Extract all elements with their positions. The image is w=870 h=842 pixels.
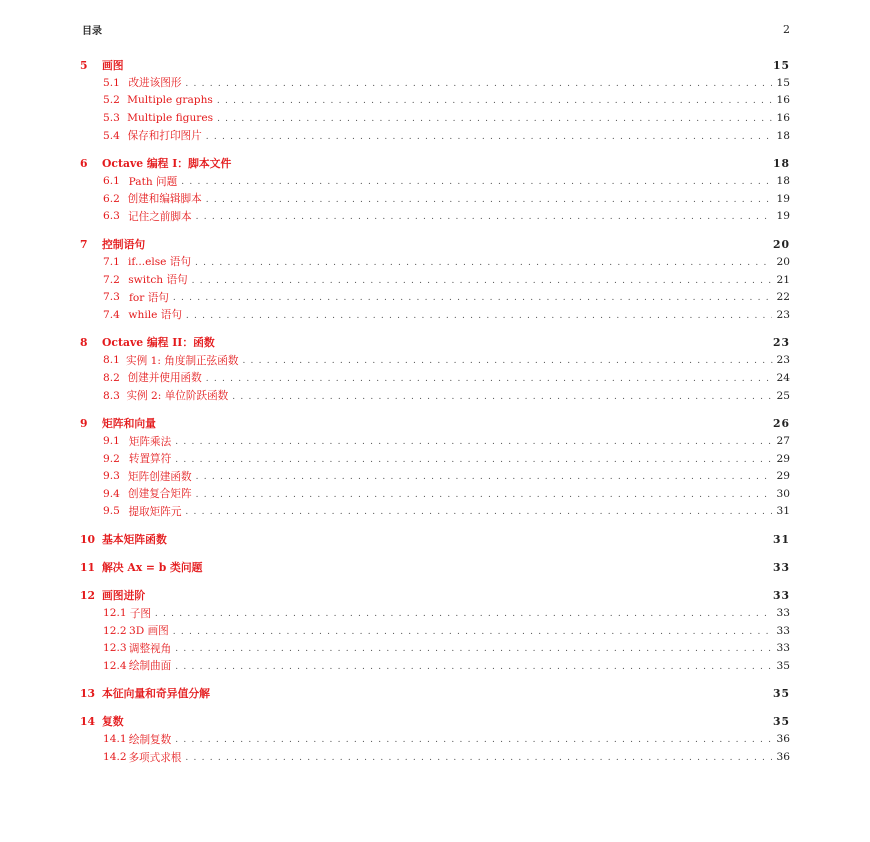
dot-leader <box>185 505 772 517</box>
subsection-title: if...else 语句 <box>128 256 191 269</box>
subsection-page-number: 16 <box>776 94 790 107</box>
toc-section-entry[interactable] <box>80 713 790 731</box>
dot-leader <box>232 390 773 402</box>
section-page-number: 15 <box>772 58 790 72</box>
subsection-number: 6.2 <box>103 192 120 205</box>
toc-section-entry[interactable] <box>80 334 790 352</box>
header-page-number: 2 <box>783 22 790 36</box>
subsection-title: 3D 画图 <box>128 625 169 638</box>
toc-section-entry[interactable] <box>80 558 790 576</box>
subsection-number: 5.3 <box>103 111 120 124</box>
section-number: 8 <box>80 336 88 350</box>
subsection-number: 5.1 <box>103 76 120 89</box>
dot-leader <box>175 435 771 447</box>
dot-leader <box>196 210 773 222</box>
toc-section-entry[interactable] <box>80 530 790 548</box>
subsection-page-number: 30 <box>776 487 790 500</box>
dot-leader <box>196 470 773 482</box>
subsection-page-number: 22 <box>776 291 790 304</box>
subsection-number: 9.1 <box>103 435 120 448</box>
dot-leader <box>195 256 772 268</box>
section-title: 画图 <box>102 58 124 72</box>
toc-subsection-entry[interactable] <box>80 253 790 271</box>
toc-section <box>80 56 790 144</box>
subsection-number: 8.2 <box>103 371 120 384</box>
subsection-number: 12.4 <box>103 659 127 672</box>
dot-leader <box>217 112 773 124</box>
subsection-page-number: 19 <box>776 192 790 205</box>
dot-leader <box>206 130 773 142</box>
section-number: 12 <box>80 588 96 602</box>
subsection-title: 实例 2: 单位阶跃函数 <box>126 390 229 403</box>
dot-leader <box>175 660 771 672</box>
dot-leader <box>173 291 772 303</box>
section-number: 6 <box>80 156 88 170</box>
subsection-number: 9.3 <box>103 470 120 483</box>
toc-section-entry[interactable] <box>80 154 790 172</box>
subsection-page-number: 27 <box>776 435 790 448</box>
section-page-number: 33 <box>772 588 790 602</box>
subsection-page-number: 29 <box>776 470 790 483</box>
toc-section-entry[interactable] <box>80 56 790 74</box>
toc-section <box>80 586 790 674</box>
subsection-page-number: 18 <box>776 175 790 188</box>
toc-subsection-entry[interactable] <box>80 503 790 521</box>
dot-leader <box>181 175 772 187</box>
subsection-page-number: 15 <box>776 76 791 89</box>
subsection-number: 6.1 <box>103 175 120 188</box>
toc-subsection-entry[interactable] <box>80 127 790 145</box>
section-number: 11 <box>80 560 96 574</box>
section-page-number: 33 <box>772 560 790 574</box>
toc-subsection-entry[interactable] <box>80 306 790 324</box>
dot-leader <box>175 453 771 465</box>
subsection-title: Multiple graphs <box>127 94 213 107</box>
toc-section <box>80 235 790 323</box>
subsection-title: 转置算符 <box>128 453 172 466</box>
section-page-number: 18 <box>772 156 790 170</box>
toc-subsection-entry[interactable] <box>80 190 790 208</box>
section-title: 矩阵和向量 <box>102 416 156 430</box>
toc-subsection-entry[interactable] <box>80 604 790 622</box>
subsection-page-number: 21 <box>776 273 790 286</box>
section-title: 本征向量和奇异值分解 <box>102 687 210 701</box>
section-title: 控制语句 <box>102 237 146 251</box>
section-number: 14 <box>80 715 96 729</box>
section-number: 7 <box>80 237 88 251</box>
dot-leader <box>175 642 771 654</box>
subsection-page-number: 16 <box>776 111 790 124</box>
toc-section <box>80 685 790 703</box>
subsection-title: 创建和编辑脚本 <box>127 193 202 206</box>
section-page-number: 31 <box>772 532 790 546</box>
section-page-number: 20 <box>772 237 790 251</box>
section-page-number: 26 <box>772 416 790 430</box>
toc-subsection-entry[interactable] <box>80 288 790 306</box>
toc-subsection-entry[interactable] <box>80 450 790 468</box>
section-title: Octave 编程 I：脚本文件 <box>102 156 232 170</box>
toc-subsection-entry[interactable] <box>80 109 790 127</box>
subsection-title: 调整视角 <box>128 642 172 655</box>
toc-subsection-entry[interactable] <box>80 432 790 450</box>
subsection-title: switch 语句 <box>128 274 188 287</box>
dot-leader <box>196 488 773 500</box>
subsection-page-number: 20 <box>776 255 790 268</box>
section-number: 13 <box>80 687 96 701</box>
toc-subsection-entry[interactable] <box>80 657 790 675</box>
toc-section <box>80 530 790 548</box>
section-page-number: 23 <box>772 336 790 350</box>
subsection-page-number: 36 <box>776 751 791 764</box>
subsection-page-number: 23 <box>776 308 790 321</box>
subsection-number: 12.1 <box>103 607 127 620</box>
subsection-page-number: 25 <box>776 389 790 402</box>
toc-section-entry[interactable] <box>80 586 790 604</box>
subsection-title: 创建复合矩阵 <box>128 488 192 501</box>
toc-subsection-entry[interactable] <box>80 622 790 640</box>
section-title: 画图进阶 <box>102 588 146 602</box>
section-page-number: 35 <box>772 715 790 729</box>
dot-leader <box>206 193 773 205</box>
subsection-title: Multiple figures <box>127 111 214 124</box>
subsection-page-number: 35 <box>776 659 790 672</box>
subsection-number: 12.2 <box>103 624 127 637</box>
subsection-page-number: 33 <box>776 624 791 637</box>
subsection-page-number: 23 <box>776 354 790 367</box>
toc-subsection-entry[interactable] <box>80 369 790 387</box>
subsection-number: 7.2 <box>103 273 120 286</box>
toc-section <box>80 334 790 405</box>
toc-subsection-entry[interactable] <box>80 74 790 92</box>
subsection-title: 子图 <box>129 607 151 620</box>
toc-section <box>80 414 790 520</box>
toc-subsection-entry[interactable] <box>80 485 790 503</box>
subsection-title: 绘制曲面 <box>128 660 172 673</box>
section-number: 10 <box>80 532 96 546</box>
subsection-number: 14.2 <box>103 751 127 764</box>
section-title: Octave 编程 II：函数 <box>102 336 215 350</box>
toc-subsection-entry[interactable] <box>80 748 790 766</box>
subsection-number: 14.1 <box>103 733 127 746</box>
subsection-title: 创建并使用函数 <box>127 372 202 385</box>
subsection-title: 保存和打印图片 <box>127 130 202 143</box>
toc-section-entry[interactable] <box>80 414 790 432</box>
subsection-page-number: 31 <box>776 505 791 518</box>
toc-section <box>80 154 790 225</box>
toc-section <box>80 713 790 766</box>
subsection-number: 7.1 <box>103 255 120 268</box>
subsection-title: while 语句 <box>128 309 182 322</box>
subsection-number: 9.4 <box>103 487 120 500</box>
subsection-number: 9.5 <box>103 505 120 518</box>
dot-leader <box>186 309 772 321</box>
section-page-number: 35 <box>772 687 790 701</box>
toc-section-entry[interactable] <box>80 235 790 253</box>
subsection-number: 9.2 <box>103 452 120 465</box>
subsection-title: 绘制复数 <box>128 733 172 746</box>
subsection-number: 5.4 <box>103 129 120 142</box>
subsection-page-number: 24 <box>776 371 790 384</box>
subsection-number: 8.1 <box>103 354 120 367</box>
toc-section-entry[interactable] <box>80 685 790 703</box>
dot-leader <box>185 751 772 763</box>
toc-subsection-entry[interactable] <box>80 172 790 190</box>
toc-subsection-entry[interactable] <box>80 271 790 289</box>
toc-subsection-entry[interactable] <box>80 352 790 370</box>
toc-subsection-entry[interactable] <box>80 387 790 405</box>
subsection-title: 矩阵乘法 <box>128 435 172 448</box>
subsection-number: 7.4 <box>103 308 120 321</box>
toc-subsection-entry[interactable] <box>80 468 790 486</box>
subsection-title: 改进该图形 <box>128 77 182 90</box>
subsection-title: 实例 1: 角度制正弦函数 <box>126 354 239 367</box>
running-header <box>82 22 790 36</box>
subsection-title: 记住之前脚本 <box>128 210 192 223</box>
dot-leader <box>155 607 771 619</box>
toc-subsection-entry[interactable] <box>80 208 790 226</box>
toc-subsection-entry[interactable] <box>80 731 790 749</box>
subsection-title: for 语句 <box>128 291 169 304</box>
toc-subsection-entry[interactable] <box>80 92 790 110</box>
subsection-page-number: 33 <box>776 642 790 655</box>
subsection-page-number: 36 <box>776 733 790 746</box>
section-title: 基本矩阵函数 <box>102 532 167 546</box>
dot-leader <box>242 354 773 366</box>
subsection-number: 6.3 <box>103 210 120 223</box>
dot-leader <box>185 77 772 89</box>
dot-leader <box>173 625 772 637</box>
subsection-page-number: 33 <box>776 607 790 620</box>
section-title: 复数 <box>102 715 124 729</box>
subsection-page-number: 19 <box>776 210 790 223</box>
subsection-number: 7.3 <box>103 291 120 304</box>
section-number: 9 <box>80 416 88 430</box>
subsection-title: 多项式求根 <box>128 751 182 764</box>
subsection-page-number: 29 <box>776 452 790 465</box>
subsection-title: 提取矩阵元 <box>128 505 182 518</box>
subsection-number: 8.3 <box>103 389 120 402</box>
dot-leader <box>206 372 773 384</box>
dot-leader <box>192 274 773 286</box>
section-number: 5 <box>80 58 88 72</box>
header-title: 目录 <box>82 25 102 37</box>
section-title: 解决 Ax = b 类问题 <box>102 560 203 574</box>
table-of-contents <box>80 56 790 776</box>
subsection-page-number: 18 <box>776 129 790 142</box>
toc-section <box>80 558 790 576</box>
subsection-title: 矩阵创建函数 <box>128 470 192 483</box>
subsection-number: 5.2 <box>103 94 120 107</box>
subsection-number: 12.3 <box>103 642 127 655</box>
dot-leader <box>217 94 773 106</box>
dot-leader <box>175 733 771 745</box>
toc-subsection-entry[interactable] <box>80 639 790 657</box>
subsection-title: Path 问题 <box>128 175 178 188</box>
